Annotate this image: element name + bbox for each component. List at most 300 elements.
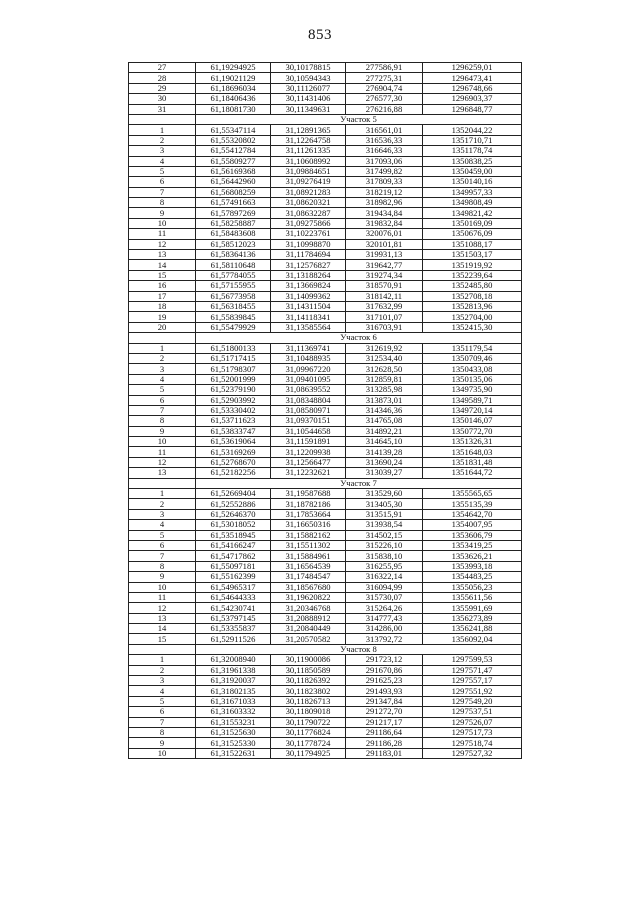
table-row <box>129 634 522 644</box>
table-row <box>129 447 522 457</box>
latitude-cell: 61,18081730 <box>196 104 271 114</box>
longitude-cell: 31,11369741 <box>271 343 346 353</box>
table-row <box>129 125 522 135</box>
y-coordinate-cell: 1350140,16 <box>423 177 522 187</box>
x-coordinate-cell: 291272,70 <box>346 707 423 717</box>
point-number-cell: 10 <box>129 437 196 447</box>
coordinates-table-body <box>129 63 522 759</box>
table-row <box>129 707 522 717</box>
latitude-cell: 61,57897269 <box>196 208 271 218</box>
y-coordinate-cell: 1355565,65 <box>423 489 522 499</box>
y-coordinate-cell: 1351088,17 <box>423 239 522 249</box>
y-coordinate-cell: 1297537,51 <box>423 707 522 717</box>
y-coordinate-cell: 1350459,00 <box>423 166 522 176</box>
table-row <box>129 655 522 665</box>
latitude-cell: 61,19021129 <box>196 73 271 83</box>
y-coordinate-cell: 1351326,31 <box>423 437 522 447</box>
x-coordinate-cell: 312628,50 <box>346 364 423 374</box>
latitude-cell: 61,32008940 <box>196 655 271 665</box>
latitude-cell: 61,56169368 <box>196 166 271 176</box>
y-coordinate-cell: 1351178,74 <box>423 146 522 156</box>
latitude-cell: 61,52768670 <box>196 457 271 467</box>
table-row <box>129 291 522 301</box>
table-row <box>129 343 522 353</box>
longitude-cell: 30,11826713 <box>271 696 346 706</box>
point-number-cell: 6 <box>129 540 196 550</box>
y-coordinate-cell: 1297527,32 <box>423 748 522 758</box>
section-header-row <box>129 644 522 654</box>
latitude-cell: 61,52379190 <box>196 385 271 395</box>
section-header-row <box>129 333 522 343</box>
y-coordinate-cell: 1355991,69 <box>423 603 522 613</box>
point-number-cell: 19 <box>129 312 196 322</box>
y-coordinate-cell: 1356241,88 <box>423 624 522 634</box>
y-coordinate-cell: 1352044,22 <box>423 125 522 135</box>
longitude-cell: 31,08620321 <box>271 198 346 208</box>
x-coordinate-cell: 291183,01 <box>346 748 423 758</box>
x-coordinate-cell: 314765,08 <box>346 416 423 426</box>
longitude-cell: 30,11900086 <box>271 655 346 665</box>
point-number-cell: 13 <box>129 613 196 623</box>
y-coordinate-cell: 1353993,18 <box>423 561 522 571</box>
y-coordinate-cell: 1297526,07 <box>423 717 522 727</box>
point-number-cell: 12 <box>129 603 196 613</box>
point-number-cell: 1 <box>129 489 196 499</box>
point-number-cell: 7 <box>129 187 196 197</box>
point-number-cell: 27 <box>129 63 196 73</box>
table-row <box>129 738 522 748</box>
point-number-cell: 9 <box>129 738 196 748</box>
latitude-cell: 61,52669404 <box>196 489 271 499</box>
table-row <box>129 405 522 415</box>
section-blank-cell <box>129 644 196 654</box>
latitude-cell: 61,31802135 <box>196 686 271 696</box>
table-row <box>129 499 522 509</box>
latitude-cell: 61,52001999 <box>196 374 271 384</box>
point-number-cell: 2 <box>129 135 196 145</box>
latitude-cell: 61,56773958 <box>196 291 271 301</box>
table-row <box>129 301 522 311</box>
latitude-cell: 61,54965317 <box>196 582 271 592</box>
x-coordinate-cell: 291625,23 <box>346 676 423 686</box>
latitude-cell: 61,53018052 <box>196 520 271 530</box>
y-coordinate-cell: 1350676,09 <box>423 229 522 239</box>
y-coordinate-cell: 1349735,90 <box>423 385 522 395</box>
x-coordinate-cell: 317632,99 <box>346 301 423 311</box>
latitude-cell: 61,55162399 <box>196 572 271 582</box>
longitude-cell: 31,11261335 <box>271 146 346 156</box>
latitude-cell: 61,54644333 <box>196 592 271 602</box>
table-row <box>129 540 522 550</box>
y-coordinate-cell: 1351710,71 <box>423 135 522 145</box>
section-title: Участок 6 <box>196 333 522 343</box>
longitude-cell: 31,09884651 <box>271 166 346 176</box>
table-row <box>129 426 522 436</box>
point-number-cell: 28 <box>129 73 196 83</box>
point-number-cell: 2 <box>129 353 196 363</box>
point-number-cell: 8 <box>129 561 196 571</box>
x-coordinate-cell: 291347,84 <box>346 696 423 706</box>
point-number-cell: 4 <box>129 374 196 384</box>
y-coordinate-cell: 1350772,70 <box>423 426 522 436</box>
latitude-cell: 61,53797145 <box>196 613 271 623</box>
longitude-cell: 31,18782186 <box>271 499 346 509</box>
longitude-cell: 31,08348804 <box>271 395 346 405</box>
table-row <box>129 385 522 395</box>
point-number-cell: 11 <box>129 447 196 457</box>
table-row <box>129 665 522 675</box>
y-coordinate-cell: 1350838,25 <box>423 156 522 166</box>
latitude-cell: 61,58258887 <box>196 218 271 228</box>
table-row <box>129 489 522 499</box>
longitude-cell: 31,12566477 <box>271 457 346 467</box>
section-title: Участок 8 <box>196 644 522 654</box>
longitude-cell: 31,08921283 <box>271 187 346 197</box>
point-number-cell: 15 <box>129 634 196 644</box>
table-row <box>129 572 522 582</box>
y-coordinate-cell: 1349720,14 <box>423 405 522 415</box>
table-row <box>129 520 522 530</box>
point-number-cell: 8 <box>129 416 196 426</box>
longitude-cell: 31,09276419 <box>271 177 346 187</box>
x-coordinate-cell: 313938,54 <box>346 520 423 530</box>
x-coordinate-cell: 317809,33 <box>346 177 423 187</box>
latitude-cell: 61,53355837 <box>196 624 271 634</box>
page-number: 853 <box>308 27 332 43</box>
y-coordinate-cell: 1296473,41 <box>423 73 522 83</box>
latitude-cell: 61,54717862 <box>196 551 271 561</box>
section-header-row <box>129 114 522 124</box>
longitude-cell: 31,12209938 <box>271 447 346 457</box>
y-coordinate-cell: 1297549,20 <box>423 696 522 706</box>
x-coordinate-cell: 291217,17 <box>346 717 423 727</box>
x-coordinate-cell: 316536,33 <box>346 135 423 145</box>
table-row <box>129 416 522 426</box>
longitude-cell: 30,11790722 <box>271 717 346 727</box>
point-number-cell: 8 <box>129 198 196 208</box>
x-coordinate-cell: 313039,27 <box>346 468 423 478</box>
x-coordinate-cell: 277586,91 <box>346 63 423 73</box>
latitude-cell: 61,19294925 <box>196 63 271 73</box>
table-row <box>129 748 522 758</box>
longitude-cell: 31,08580971 <box>271 405 346 415</box>
x-coordinate-cell: 318219,12 <box>346 187 423 197</box>
latitude-cell: 61,56808259 <box>196 187 271 197</box>
point-number-cell: 8 <box>129 728 196 738</box>
y-coordinate-cell: 1297557,17 <box>423 676 522 686</box>
point-number-cell: 16 <box>129 281 196 291</box>
y-coordinate-cell: 1355056,23 <box>423 582 522 592</box>
x-coordinate-cell: 316646,33 <box>346 146 423 156</box>
x-coordinate-cell: 317101,07 <box>346 312 423 322</box>
longitude-cell: 31,19587688 <box>271 489 346 499</box>
x-coordinate-cell: 291186,64 <box>346 728 423 738</box>
x-coordinate-cell: 316561,01 <box>346 125 423 135</box>
x-coordinate-cell: 319274,34 <box>346 270 423 280</box>
x-coordinate-cell: 312534,40 <box>346 353 423 363</box>
latitude-cell: 61,56442960 <box>196 177 271 187</box>
latitude-cell: 61,52911526 <box>196 634 271 644</box>
point-number-cell: 3 <box>129 364 196 374</box>
latitude-cell: 61,53330402 <box>196 405 271 415</box>
table-row <box>129 281 522 291</box>
latitude-cell: 61,53518945 <box>196 530 271 540</box>
y-coordinate-cell: 1351179,54 <box>423 343 522 353</box>
y-coordinate-cell: 1296903,37 <box>423 94 522 104</box>
table-row <box>129 322 522 332</box>
latitude-cell: 61,52552886 <box>196 499 271 509</box>
x-coordinate-cell: 318982,96 <box>346 198 423 208</box>
section-blank-cell <box>129 114 196 124</box>
latitude-cell: 61,31525330 <box>196 738 271 748</box>
point-number-cell: 3 <box>129 676 196 686</box>
y-coordinate-cell: 1350433,08 <box>423 364 522 374</box>
x-coordinate-cell: 276904,74 <box>346 83 423 93</box>
latitude-cell: 61,55809277 <box>196 156 271 166</box>
longitude-cell: 30,11778724 <box>271 738 346 748</box>
point-number-cell: 13 <box>129 250 196 260</box>
longitude-cell: 31,20346768 <box>271 603 346 613</box>
latitude-cell: 61,18696034 <box>196 83 271 93</box>
x-coordinate-cell: 316322,14 <box>346 572 423 582</box>
y-coordinate-cell: 1353606,79 <box>423 530 522 540</box>
latitude-cell: 61,56318455 <box>196 301 271 311</box>
table-row <box>129 696 522 706</box>
latitude-cell: 61,58512023 <box>196 239 271 249</box>
latitude-cell: 61,55320802 <box>196 135 271 145</box>
point-number-cell: 29 <box>129 83 196 93</box>
point-number-cell: 7 <box>129 405 196 415</box>
section-title: Участок 5 <box>196 114 522 124</box>
table-row <box>129 187 522 197</box>
y-coordinate-cell: 1351831,48 <box>423 457 522 467</box>
longitude-cell: 31,20888912 <box>271 613 346 623</box>
x-coordinate-cell: 314892,21 <box>346 426 423 436</box>
latitude-cell: 61,52646370 <box>196 509 271 519</box>
point-number-cell: 6 <box>129 395 196 405</box>
x-coordinate-cell: 319931,13 <box>346 250 423 260</box>
point-number-cell: 11 <box>129 229 196 239</box>
y-coordinate-cell: 1296848,77 <box>423 104 522 114</box>
point-number-cell: 4 <box>129 520 196 530</box>
point-number-cell: 4 <box>129 156 196 166</box>
y-coordinate-cell: 1296748,66 <box>423 83 522 93</box>
table-row <box>129 218 522 228</box>
longitude-cell: 31,10608992 <box>271 156 346 166</box>
table-row <box>129 229 522 239</box>
table-row <box>129 509 522 519</box>
longitude-cell: 31,09401095 <box>271 374 346 384</box>
x-coordinate-cell: 313285,98 <box>346 385 423 395</box>
y-coordinate-cell: 1355611,56 <box>423 592 522 602</box>
latitude-cell: 61,55412784 <box>196 146 271 156</box>
y-coordinate-cell: 1351919,92 <box>423 260 522 270</box>
longitude-cell: 31,11591891 <box>271 437 346 447</box>
longitude-cell: 31,08632287 <box>271 208 346 218</box>
table-row <box>129 73 522 83</box>
x-coordinate-cell: 315264,26 <box>346 603 423 613</box>
longitude-cell: 30,11776824 <box>271 728 346 738</box>
table-row <box>129 603 522 613</box>
point-number-cell: 17 <box>129 291 196 301</box>
y-coordinate-cell: 1350135,06 <box>423 374 522 384</box>
x-coordinate-cell: 318142,11 <box>346 291 423 301</box>
x-coordinate-cell: 314645,10 <box>346 437 423 447</box>
longitude-cell: 31,12891365 <box>271 125 346 135</box>
latitude-cell: 61,55839845 <box>196 312 271 322</box>
longitude-cell: 31,18567680 <box>271 582 346 592</box>
y-coordinate-cell: 1352813,96 <box>423 301 522 311</box>
x-coordinate-cell: 313873,01 <box>346 395 423 405</box>
x-coordinate-cell: 291186,28 <box>346 738 423 748</box>
x-coordinate-cell: 312859,81 <box>346 374 423 384</box>
point-number-cell: 15 <box>129 270 196 280</box>
point-number-cell: 6 <box>129 177 196 187</box>
longitude-cell: 31,08639552 <box>271 385 346 395</box>
longitude-cell: 31,20840449 <box>271 624 346 634</box>
latitude-cell: 61,53169269 <box>196 447 271 457</box>
longitude-cell: 31,10488935 <box>271 353 346 363</box>
y-coordinate-cell: 1350169,09 <box>423 218 522 228</box>
latitude-cell: 61,18406436 <box>196 94 271 104</box>
latitude-cell: 61,31525630 <box>196 728 271 738</box>
latitude-cell: 61,57784055 <box>196 270 271 280</box>
latitude-cell: 61,54166247 <box>196 540 271 550</box>
y-coordinate-cell: 1353626,21 <box>423 551 522 561</box>
longitude-cell: 31,13669824 <box>271 281 346 291</box>
x-coordinate-cell: 319434,84 <box>346 208 423 218</box>
point-number-cell: 1 <box>129 343 196 353</box>
x-coordinate-cell: 291493,93 <box>346 686 423 696</box>
table-row <box>129 676 522 686</box>
y-coordinate-cell: 1352415,30 <box>423 322 522 332</box>
y-coordinate-cell: 1352239,64 <box>423 270 522 280</box>
latitude-cell: 61,53833747 <box>196 426 271 436</box>
point-number-cell: 5 <box>129 385 196 395</box>
latitude-cell: 61,31553231 <box>196 717 271 727</box>
table-row <box>129 312 522 322</box>
latitude-cell: 61,58110648 <box>196 260 271 270</box>
longitude-cell: 30,11349631 <box>271 104 346 114</box>
table-row <box>129 239 522 249</box>
x-coordinate-cell: 314502,15 <box>346 530 423 540</box>
longitude-cell: 30,11431406 <box>271 94 346 104</box>
latitude-cell: 61,57155955 <box>196 281 271 291</box>
point-number-cell: 7 <box>129 717 196 727</box>
longitude-cell: 31,16650316 <box>271 520 346 530</box>
table-row <box>129 177 522 187</box>
table-row <box>129 208 522 218</box>
point-number-cell: 3 <box>129 146 196 156</box>
point-number-cell: 2 <box>129 665 196 675</box>
y-coordinate-cell: 1354483,25 <box>423 572 522 582</box>
point-number-cell: 5 <box>129 166 196 176</box>
longitude-cell: 30,10178815 <box>271 63 346 73</box>
table-row <box>129 250 522 260</box>
longitude-cell: 31,10544658 <box>271 426 346 436</box>
table-row <box>129 364 522 374</box>
longitude-cell: 31,15884961 <box>271 551 346 561</box>
latitude-cell: 61,55347114 <box>196 125 271 135</box>
latitude-cell: 61,55097181 <box>196 561 271 571</box>
table-row <box>129 270 522 280</box>
y-coordinate-cell: 1349808,49 <box>423 198 522 208</box>
y-coordinate-cell: 1349589,71 <box>423 395 522 405</box>
x-coordinate-cell: 276577,30 <box>346 94 423 104</box>
latitude-cell: 61,57491663 <box>196 198 271 208</box>
table-row <box>129 728 522 738</box>
y-coordinate-cell: 1356273,89 <box>423 613 522 623</box>
latitude-cell: 61,31522631 <box>196 748 271 758</box>
table-row <box>129 63 522 73</box>
longitude-cell: 30,11823802 <box>271 686 346 696</box>
longitude-cell: 30,11794925 <box>271 748 346 758</box>
point-number-cell: 5 <box>129 696 196 706</box>
y-coordinate-cell: 1351644,72 <box>423 468 522 478</box>
y-coordinate-cell: 1297517,73 <box>423 728 522 738</box>
y-coordinate-cell: 1297599,53 <box>423 655 522 665</box>
longitude-cell: 31,20570582 <box>271 634 346 644</box>
table-row <box>129 686 522 696</box>
point-number-cell: 31 <box>129 104 196 114</box>
latitude-cell: 61,51798307 <box>196 364 271 374</box>
y-coordinate-cell: 1352485,80 <box>423 281 522 291</box>
table-row <box>129 146 522 156</box>
table-row <box>129 561 522 571</box>
x-coordinate-cell: 317093,06 <box>346 156 423 166</box>
y-coordinate-cell: 1352708,18 <box>423 291 522 301</box>
latitude-cell: 61,53619064 <box>196 437 271 447</box>
y-coordinate-cell: 1297518,74 <box>423 738 522 748</box>
y-coordinate-cell: 1350709,46 <box>423 353 522 363</box>
table-row <box>129 613 522 623</box>
table-row <box>129 104 522 114</box>
table-row <box>129 717 522 727</box>
point-number-cell: 9 <box>129 572 196 582</box>
y-coordinate-cell: 1350146,07 <box>423 416 522 426</box>
longitude-cell: 31,17484547 <box>271 572 346 582</box>
y-coordinate-cell: 1297551,92 <box>423 686 522 696</box>
x-coordinate-cell: 320101,81 <box>346 239 423 249</box>
x-coordinate-cell: 277275,31 <box>346 73 423 83</box>
table-row <box>129 260 522 270</box>
x-coordinate-cell: 318570,91 <box>346 281 423 291</box>
coordinates-table <box>128 62 522 759</box>
y-coordinate-cell: 1353419,25 <box>423 540 522 550</box>
point-number-cell: 11 <box>129 592 196 602</box>
point-number-cell: 7 <box>129 551 196 561</box>
y-coordinate-cell: 1297571,47 <box>423 665 522 675</box>
table-row <box>129 468 522 478</box>
point-number-cell: 14 <box>129 624 196 634</box>
longitude-cell: 31,11784694 <box>271 250 346 260</box>
y-coordinate-cell: 1296259,01 <box>423 63 522 73</box>
latitude-cell: 61,55479929 <box>196 322 271 332</box>
x-coordinate-cell: 316255,95 <box>346 561 423 571</box>
latitude-cell: 61,31603332 <box>196 707 271 717</box>
x-coordinate-cell: 313690,24 <box>346 457 423 467</box>
y-coordinate-cell: 1352704,00 <box>423 312 522 322</box>
longitude-cell: 31,10223761 <box>271 229 346 239</box>
longitude-cell: 30,10594343 <box>271 73 346 83</box>
point-number-cell: 10 <box>129 748 196 758</box>
point-number-cell: 1 <box>129 125 196 135</box>
longitude-cell: 31,16564539 <box>271 561 346 571</box>
section-title: Участок 7 <box>196 478 522 488</box>
x-coordinate-cell: 313515,91 <box>346 509 423 519</box>
latitude-cell: 61,58364136 <box>196 250 271 260</box>
point-number-cell: 10 <box>129 582 196 592</box>
